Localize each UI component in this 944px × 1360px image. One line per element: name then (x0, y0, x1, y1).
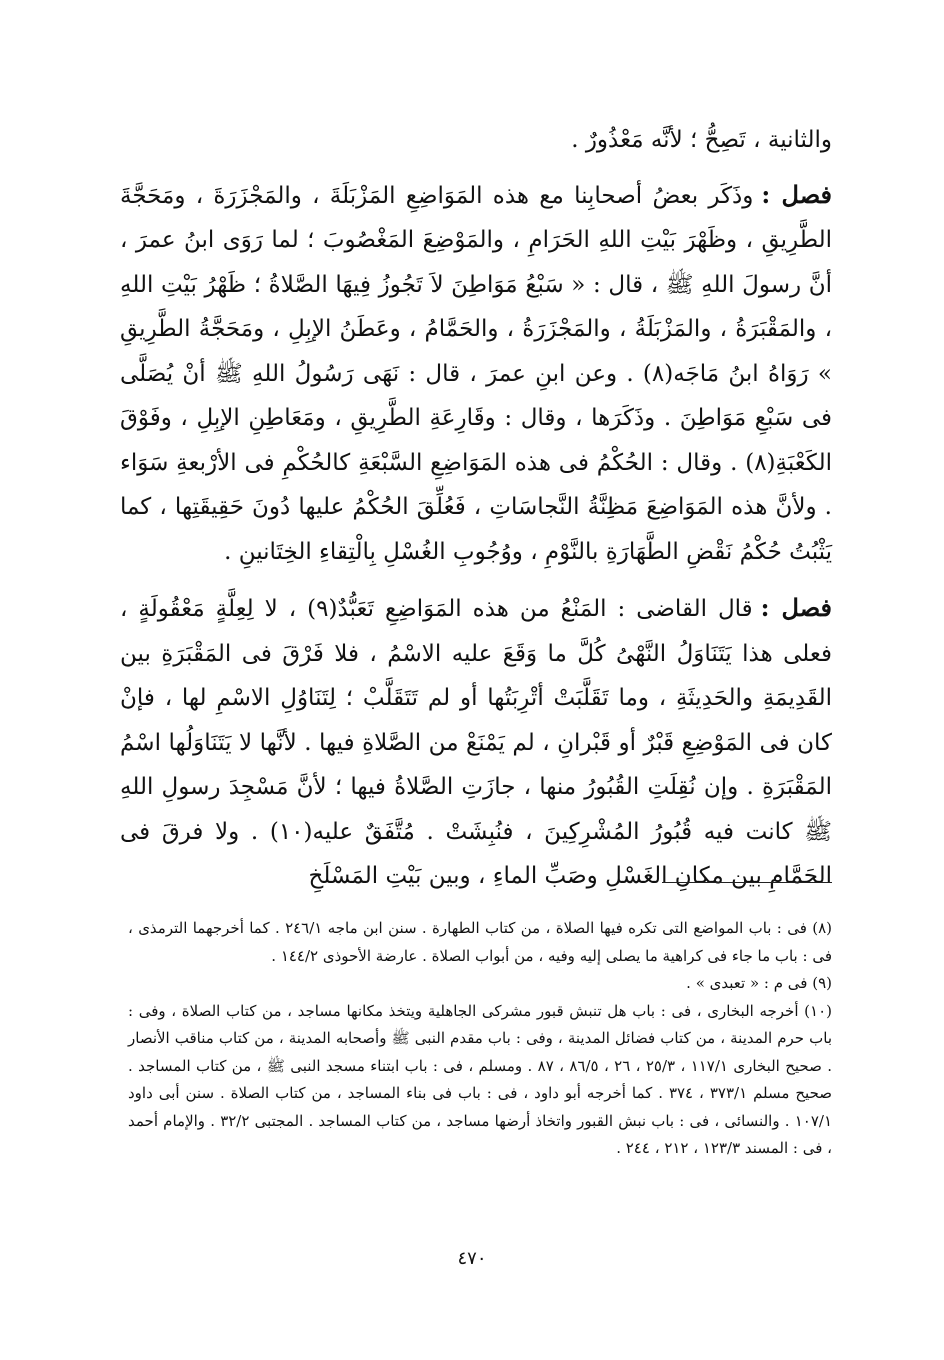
footnote-divider (662, 882, 832, 883)
page-number: ٤٧٠ (457, 1248, 487, 1269)
footnote-8: (٨) فى : باب المواضع التى تكره فيها الصلاة ، من كتاب الطهارة . سنن ابن ماجه ٢٤٦/١ . كما أخرجهما الترمذى ، فى : باب ما جاء فى كراهية ما يصلى إليه وفيه ، من أبواب الصلاة . عارضة الأحوذى ١٤٤/٢ . (128, 919, 832, 965)
section-heading-1: فصل : (761, 179, 832, 209)
footnote-10: (١٠) أخرجه البخارى ، فى : باب هل تنبش قبور مشركى الجاهلية ويتخذ مكانها مساجد ، من كتاب الصلاة ، وفى : باب حرم المدينة ، من كتاب فضائل المدينة ، وفى : باب مقدم النبى ﷺ وأصحابه المدينة ، من كتاب مناقب الأنصار . صحيح البخارى ١١٧/١ ، ٢٥/٣ ، ٢٦ ، ٨٦/٥ ، ٨٧ . ومسلم ، فى : باب ابتناء مسجد النبى ﷺ ، من كتاب المساجد . صحيح مسلم ٣٧٣/١ ، ٣٧٤ . كما أخرجه أبو داود ، فى : باب فى بناء المساجد ، من كتاب الصلاة . سنن أبى داود ١٠٧/١ . والنسائى ، فى : باب نبش القبور واتخاذ أرضها مساجد ، من كتاب المساجد . المجتبى ٣٢/٢ . والإمام أحمد ، فى : المسند ١٢٣/٣ ، ٢١٢ ، ٢٤٤ . (128, 1001, 833, 1157)
footnote-9: (٩) فى م : « تعبدى » . (686, 974, 832, 992)
intro-line: والثانية ، تَصِحُّ ؛ لأنَّه مَعْذُورٌ . (571, 127, 832, 153)
section-heading-2: فصل : (760, 593, 833, 622)
main-text (120, 118, 832, 899)
footnotes (128, 915, 832, 1163)
section-paragraph-2 (120, 586, 832, 899)
section-paragraph-1 (120, 173, 832, 575)
section-text-1: وذَكَر بعضُ أصحابِنا مع هذه المَوَاضِعِ المَزْبَلَةَ ، والمَجْزَرَةَ ، ومَحَجَّةَ الطَّرِيقِ ، وظَهْرَ بَيْتِ اللهِ الحَرَامِ ، والمَوْضِعَ المَغْصُوبَ ؛ لما رَوَى ابنُ عمرَ ، أنَّ رسولَ اللهِ ﷺ ، قال : « سَبْعُ مَوَاطِنَ لاَ تَجُوزُ فِيهَا الصَّلاةُ ؛ ظَهْرُ بَيْتِ اللهِ ، والمَقْبَرَةُ ، والمَزْبَلَةُ ، والمَجْزَرَةُ ، والحَمَّامُ ، وعَطَنُ الإبِلِ ، ومَحَجَّةُ الطَّرِيقِ » رَوَاهُ ابنُ مَاجَه(٨) . وعن ابنِ عمرَ ، قال : نَهَى رَسُولُ اللهِ ﷺ أنْ يُصَلَّى فى سَبْعِ مَوَاطِنَ . وذَكَرَها ، وقال : وقَارِعَةِ الطَّرِيقِ ، ومَعَاطِنِ الإبِلِ ، وفَوْقَ الكَعْبَةِ(٨) . وقال : الحُكْمُ فى هذه المَوَاضِعِ السَّبْعَةِ كالحُكْمِ فى الأرْبعةِ سَوَاء . ولأنَّ هذه المَوَاضِعَ مَظِنَّةُ النَّجاسَاتِ ، فَعُلِّقَ الحُكْمُ عليها دُونَ حَقِيقَتِها ، كما يَثْبُتُ حُكْمُ نَقْضِ الطَّهَارَةِ بالنَّوْمِ ، ووُجُوبِ الغُسْلِ بِالْتِقاءِ الخِتَانينِ . (120, 182, 832, 565)
section-text-2: قال القاضى : المَنْعُ من هذه المَوَاضِعِ تَعَبُّدٌ(٩) ، لا لِعِلَّةٍ مَعْقُولَةٍ ، فعلى هذا يَتَنَاوَلُ النَّهْىُ كُلَّ ما وَقَعَ عليه الاسْمُ ، فلا فَرْقَ فى المَقْبَرَةِ بين القَدِيمَةِ والحَدِيثَةِ ، وما تَقَلَّبَتْ أتْرِبَتُها أو لم تَتَقَلَّبْ ؛ لِتَنَاوُلِ الاسْمِ لها ، فإنْ كان فى المَوْضِعِ قَبْرٌ أو قَبْرانِ ، لم يَمْنَعْ من الصَّلاةِ فيها . لأنَّها لا يَتَنَاوَلُها اسْمُ المَقْبَرَةِ . وإن نُقِلَتِ القُبُورُ منها ، جازَتِ الصَّلاةُ فيها ؛ لأنَّ مَسْجِدَ رسولِ اللهِ ﷺ كانت فيه قُبُورُ المُشْرِكِينَ ، فنُبِشَتْ . مُتَّفَقٌ عليه(١٠) . ولا فرقَ فى الحَمَّامِ بين مكانِ الغَسْلِ وصَبِّ الماءِ ، وبين بَيْتِ المَسْلَخِ (120, 596, 833, 889)
